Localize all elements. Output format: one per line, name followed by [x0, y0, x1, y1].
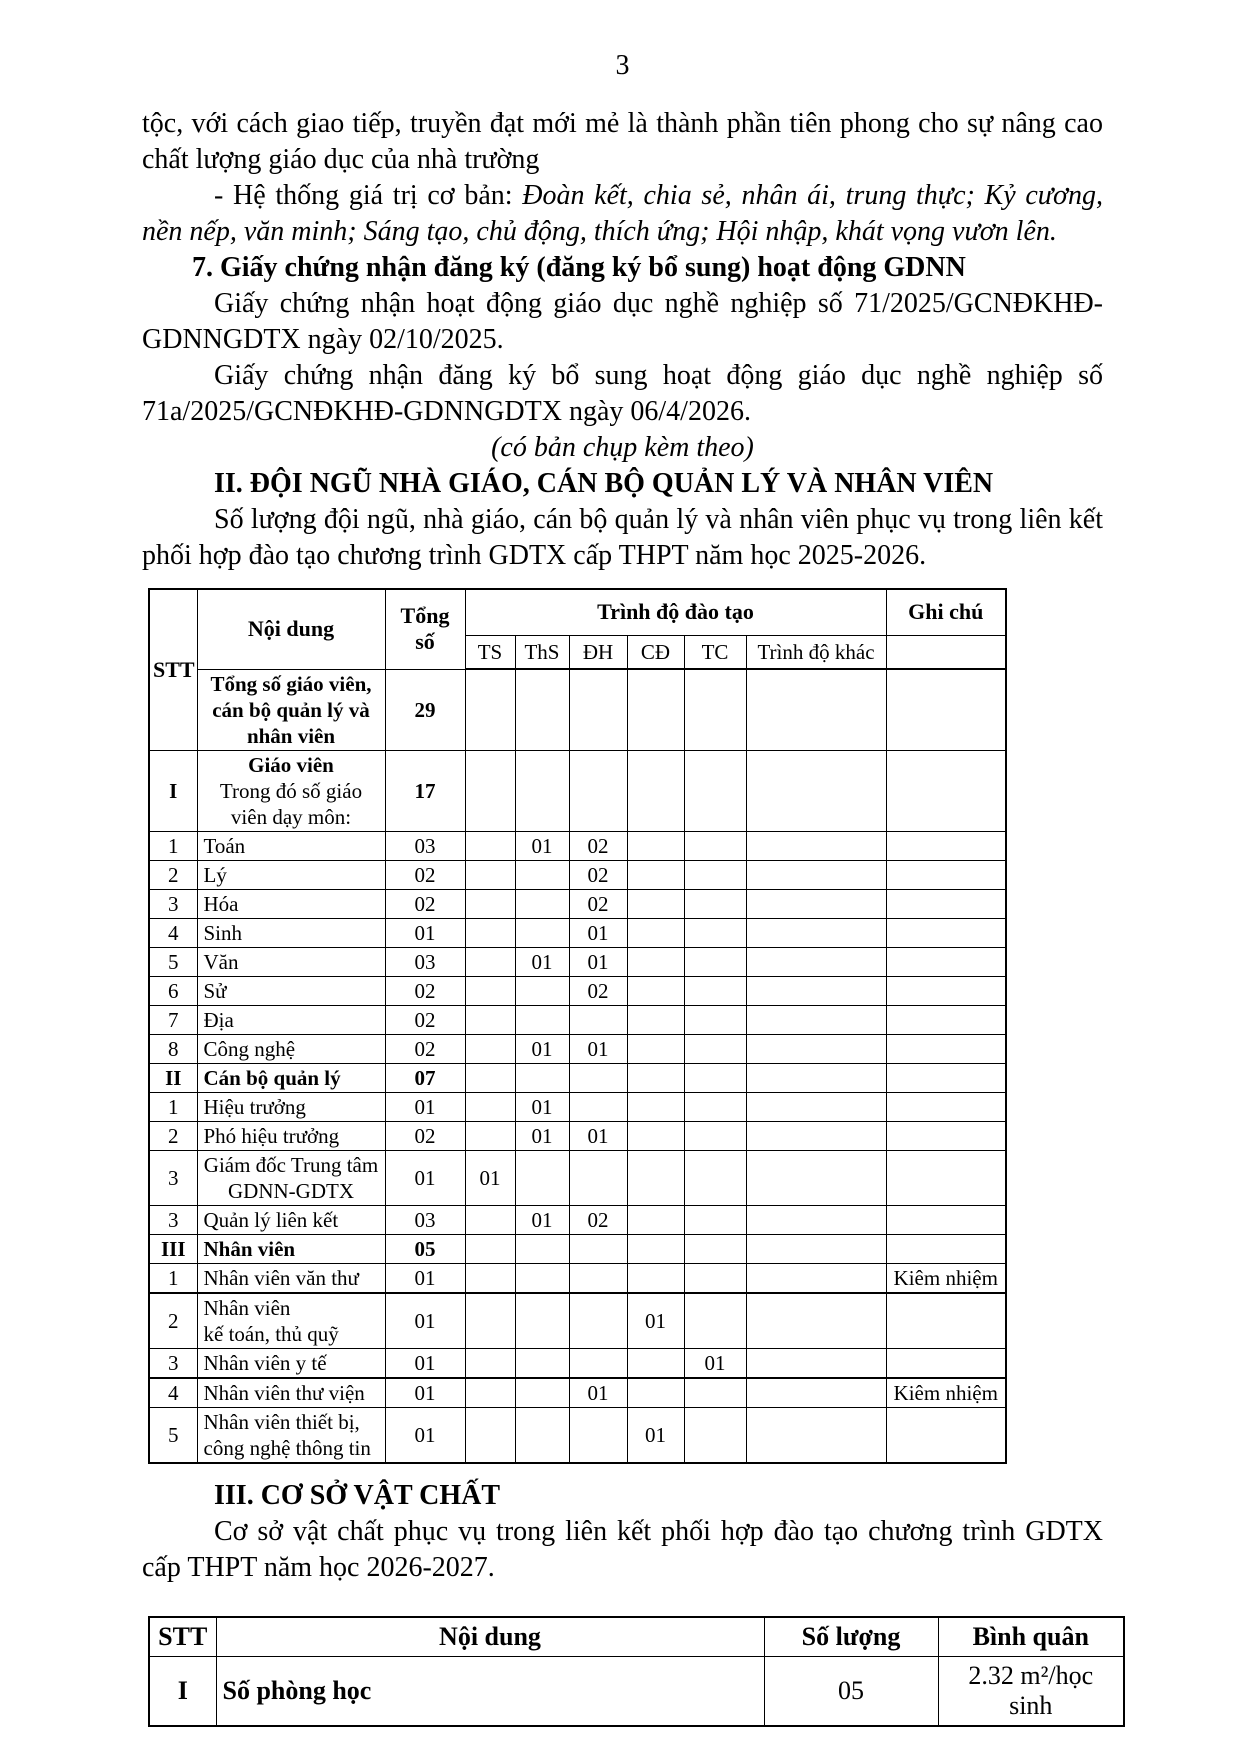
cell-cd: [627, 750, 684, 831]
cell-khac: [746, 1034, 886, 1063]
staff-table-row: [149, 1348, 1006, 1378]
staff-table-row: [149, 918, 1006, 947]
cell-total: 01: [385, 1150, 465, 1205]
cell-ths: [515, 860, 569, 889]
staff-summary-row: [149, 669, 1006, 750]
cell-ths: 01: [515, 947, 569, 976]
cell-total: 02: [385, 1034, 465, 1063]
cell-ths: 01: [515, 1034, 569, 1063]
cell-ts: [465, 918, 515, 947]
cell-dh: 01: [569, 1121, 627, 1150]
cell-note: [886, 831, 1006, 860]
cell-stt: 3: [149, 889, 197, 918]
cell-khac: [746, 947, 886, 976]
cell-content-line2: Trong đó số giáo viên dạy môn:: [219, 778, 363, 829]
cell-ts: [465, 1034, 515, 1063]
cell-tc: [684, 750, 746, 831]
facilities-row: [149, 1656, 1124, 1726]
cell-stt: 2: [149, 1121, 197, 1150]
cell-total: 29: [385, 669, 465, 750]
cell-note: [886, 1150, 1006, 1205]
header-dh: ĐH: [569, 635, 627, 669]
cell-content: Văn: [197, 947, 385, 976]
cell-ts: [465, 1063, 515, 1092]
cell-content: Sinh: [197, 918, 385, 947]
cell-total: 17: [385, 750, 465, 831]
cell-note: [886, 1205, 1006, 1234]
cell-stt: 1: [149, 831, 197, 860]
header-ths: ThS: [515, 635, 569, 669]
cell-stt: 2: [149, 860, 197, 889]
staff-table-row: [149, 1121, 1006, 1150]
cell-tc: [684, 1092, 746, 1121]
cell-dh: 01: [569, 918, 627, 947]
cell-ts: [465, 750, 515, 831]
cell-content: Nhân viên văn thư: [197, 1263, 385, 1293]
cell-stt: 2: [149, 1293, 197, 1349]
cell-ts: [465, 1092, 515, 1121]
cell-total: 07: [385, 1063, 465, 1092]
cell-ths: 01: [515, 831, 569, 860]
header-tc: TC: [684, 635, 746, 669]
staff-table: [148, 588, 1007, 1464]
cell-ts: [465, 947, 515, 976]
header-noi-dung: Nội dung: [197, 589, 385, 669]
cell-ths: [515, 1348, 569, 1378]
staff-table-row: [149, 750, 1006, 831]
cell-content: Hóa: [197, 889, 385, 918]
cell-content: Công nghệ: [197, 1034, 385, 1063]
cell-khac: [746, 918, 886, 947]
cell-ts: [465, 1407, 515, 1463]
staff-table-row: [149, 1063, 1006, 1092]
cell-note: [886, 918, 1006, 947]
staff-table-row: [149, 1263, 1006, 1293]
cell-tc: [684, 1121, 746, 1150]
cell-cd: [627, 889, 684, 918]
cell-stt: 5: [149, 947, 197, 976]
cell-cd: [627, 1205, 684, 1234]
cell-total: 02: [385, 1121, 465, 1150]
section-III-heading: III. CƠ SỞ VẬT CHẤT: [214, 1479, 501, 1511]
cell-khac: [746, 1263, 886, 1293]
cell-ths: 01: [515, 1205, 569, 1234]
cell-tc: [684, 831, 746, 860]
cell-stt: 3: [149, 1348, 197, 1378]
cell-content: Hiệu trưởng: [197, 1092, 385, 1121]
cell-ts: [465, 1234, 515, 1263]
cell-ths: 01: [515, 1092, 569, 1121]
cell-cd: [627, 831, 684, 860]
cell-content-line2: kế toán, thủ quỹ: [203, 1321, 339, 1346]
cell-khac: [746, 1293, 886, 1349]
cell-tc: [684, 1205, 746, 1234]
cell-cd: [627, 1263, 684, 1293]
cell-note: [886, 860, 1006, 889]
facilities-intro-paragraph: Cơ sở vật chất phục vụ trong liên kết phối hợp đào tạo chương trình GDTX cấp THPT năm học 2026-2027.: [142, 1515, 1103, 1583]
cell-tc: [684, 1005, 746, 1034]
certificate-paragraph-1: Giấy chứng nhận hoạt động giáo dục nghề nghiệp số 71/2025/GCNĐKHĐ-GDNNGDTX ngày 02/10/2025.: [142, 288, 1103, 355]
cell-tc: [684, 1034, 746, 1063]
cell-content: Giám đốc Trung tâm GDNN-GDTX: [197, 1150, 385, 1205]
cell-note: [886, 750, 1006, 831]
cell-cd: [627, 947, 684, 976]
cell-stt: III: [149, 1234, 197, 1263]
staff-table-row: [149, 1005, 1006, 1034]
cell-tc: [684, 976, 746, 1005]
staff-table-row: [149, 947, 1006, 976]
cell-ts: [465, 1348, 515, 1378]
cell-content-line1: Giáo viên: [248, 752, 334, 777]
page-number: 3: [615, 50, 630, 81]
cell-total: 02: [385, 1005, 465, 1034]
header-ts: TS: [465, 635, 515, 669]
cell-dh: [569, 1005, 627, 1034]
header-cd: CĐ: [627, 635, 684, 669]
cell-khac: [746, 1407, 886, 1463]
cell-total: 01: [385, 1092, 465, 1121]
cell-ts: [465, 1293, 515, 1349]
cell-content: [197, 1293, 385, 1349]
cell-ts: [465, 831, 515, 860]
attachment-note: (có bản chụp kèm theo): [491, 432, 754, 463]
header-ghi-chu-spacer: [886, 635, 1006, 669]
cell-dh: [569, 1092, 627, 1121]
cell-quantity: 05: [764, 1656, 938, 1726]
cell-stt: 1: [149, 1263, 197, 1293]
cell-ts: [465, 976, 515, 1005]
cell-cd: [627, 1034, 684, 1063]
cell-dh: [569, 669, 627, 750]
header-so-luong: Số lượng: [764, 1617, 938, 1657]
cell-dh: 01: [569, 1378, 627, 1408]
cell-ts: [465, 1121, 515, 1150]
cell-cd: [627, 1063, 684, 1092]
cell-note: [886, 1121, 1006, 1150]
core-values-paragraph: [142, 178, 1103, 250]
cell-stt: II: [149, 1063, 197, 1092]
cell-content-line1: Nhân viên: [203, 1295, 291, 1320]
cell-ts: [465, 669, 515, 750]
cell-dh: [569, 1063, 627, 1092]
cell-stt: I: [149, 1656, 216, 1726]
staff-intro-paragraph: Số lượng đội ngũ, nhà giáo, cán bộ quản lý và nhân viên phục vụ trong liên kết phối hợp đào tạo chương trình GDTX cấp THPT năm học 2025-2026.: [142, 504, 1103, 571]
cell-total: 02: [385, 860, 465, 889]
cell-total: 03: [385, 1205, 465, 1234]
cell-ths: [515, 1407, 569, 1463]
cell-ths: [515, 1063, 569, 1092]
cell-khac: [746, 1121, 886, 1150]
cell-content: [197, 1407, 385, 1463]
cell-total: 02: [385, 889, 465, 918]
staff-table-row: [149, 1293, 1006, 1349]
cell-content: Nhân viên y tế: [197, 1348, 385, 1378]
cell-cd: [627, 1005, 684, 1034]
cell-tc: [684, 918, 746, 947]
cell-dh: 02: [569, 889, 627, 918]
header-ghi-chu: Ghi chú: [886, 589, 1006, 635]
cell-cd: [627, 976, 684, 1005]
cell-content-line1: Nhân viên thiết bị,: [203, 1409, 360, 1434]
facilities-header-row: [149, 1617, 1124, 1657]
cell-tc: 01: [684, 1348, 746, 1378]
cell-note: [886, 947, 1006, 976]
cell-cd: [627, 1234, 684, 1263]
facilities-table: [148, 1616, 1125, 1727]
core-values-italic-text: Đoàn kết, chia sẻ, nhân ái, trung thực; Kỷ cương, nền nếp, văn minh; Sáng tạo, chủ động, thích ứng; Hội nhập, khát vọng vươn lên.: [142, 180, 1103, 247]
cell-note: [886, 1348, 1006, 1378]
cell-total: 02: [385, 976, 465, 1005]
header-stt: STT: [149, 589, 197, 750]
cell-note: [886, 669, 1006, 750]
cell-ths: [515, 889, 569, 918]
cell-tc: [684, 947, 746, 976]
cell-khac: [746, 669, 886, 750]
cell-total: 01: [385, 1263, 465, 1293]
header-tong-so: Tổng số: [385, 589, 465, 669]
cell-ths: [515, 669, 569, 750]
cell-content: Số phòng học: [216, 1656, 764, 1726]
cell-content: Toán: [197, 831, 385, 860]
cell-cd: [627, 918, 684, 947]
cell-khac: [746, 889, 886, 918]
cell-dh: 02: [569, 976, 627, 1005]
cell-dh: [569, 1407, 627, 1463]
cell-stt: I: [149, 750, 197, 831]
cell-dh: 02: [569, 860, 627, 889]
staff-table-row: [149, 1205, 1006, 1234]
cell-ts: [465, 889, 515, 918]
cell-total: 05: [385, 1234, 465, 1263]
cell-stt: 5: [149, 1407, 197, 1463]
header-trinh-do-khac: Trình độ khác: [746, 635, 886, 669]
staff-table-row: [149, 1034, 1006, 1063]
staff-table-body: [149, 589, 1006, 1463]
cell-content: Tổng số giáo viên, cán bộ quản lý và nhân viên: [197, 669, 385, 750]
cell-dh: 01: [569, 947, 627, 976]
certificate-paragraph-2: Giấy chứng nhận đăng ký bổ sung hoạt động giáo dục nghề nghiệp số 71a/2025/GCNĐKHĐ-GDNNGDTX ngày 06/4/2026.: [142, 360, 1103, 427]
staff-table-row: [149, 889, 1006, 918]
cell-dh: 01: [569, 1034, 627, 1063]
cell-khac: [746, 831, 886, 860]
cell-stt: 8: [149, 1034, 197, 1063]
cell-tc: [684, 669, 746, 750]
cell-note: Kiêm nhiệm: [886, 1378, 1006, 1408]
section-7-heading: 7. Giấy chứng nhận đăng ký (đăng ký bổ sung) hoạt động GDNN: [192, 252, 966, 283]
cell-khac: [746, 1234, 886, 1263]
cell-tc: [684, 1150, 746, 1205]
cell-ts: [465, 1378, 515, 1408]
cell-content: Địa: [197, 1005, 385, 1034]
cell-content: Sử: [197, 976, 385, 1005]
cell-cd: 01: [627, 1407, 684, 1463]
cell-stt: 1: [149, 1092, 197, 1121]
cell-ts: [465, 860, 515, 889]
cell-khac: [746, 1378, 886, 1408]
staff-table-row: [149, 1234, 1006, 1263]
cell-ths: [515, 976, 569, 1005]
header-noi-dung: Nội dung: [216, 1617, 764, 1657]
cell-note: [886, 976, 1006, 1005]
cell-cd: [627, 669, 684, 750]
cell-ts: 01: [465, 1150, 515, 1205]
cell-ths: [515, 1005, 569, 1034]
cell-content: Lý: [197, 860, 385, 889]
cell-average: 2.32 m²/học sinh: [938, 1656, 1124, 1726]
cell-dh: [569, 1263, 627, 1293]
cell-tc: [684, 1293, 746, 1349]
cell-ths: [515, 1263, 569, 1293]
cell-total: 01: [385, 1378, 465, 1408]
cell-khac: [746, 1063, 886, 1092]
cell-total: 01: [385, 1293, 465, 1349]
cell-khac: [746, 1150, 886, 1205]
cell-cd: [627, 1092, 684, 1121]
cell-stt: 6: [149, 976, 197, 1005]
cell-ths: [515, 1378, 569, 1408]
cell-khac: [746, 1092, 886, 1121]
cell-dh: [569, 1348, 627, 1378]
cell-note: [886, 1063, 1006, 1092]
staff-table-row: [149, 1378, 1006, 1408]
cell-note: [886, 1092, 1006, 1121]
core-values-label: - Hệ thống giá trị cơ bản:: [214, 180, 523, 211]
cell-ts: [465, 1005, 515, 1034]
cell-note: [886, 1407, 1006, 1463]
cell-stt: 4: [149, 918, 197, 947]
cell-total: 01: [385, 918, 465, 947]
cell-note: [886, 1034, 1006, 1063]
staff-table-row: [149, 1407, 1006, 1463]
cell-tc: [684, 1234, 746, 1263]
cell-cd: [627, 1121, 684, 1150]
cell-khac: [746, 1005, 886, 1034]
cell-content: Cán bộ quản lý: [197, 1063, 385, 1092]
cell-total: 03: [385, 831, 465, 860]
cell-stt: 3: [149, 1150, 197, 1205]
cell-note: [886, 889, 1006, 918]
cell-stt: 4: [149, 1378, 197, 1408]
cell-stt: 7: [149, 1005, 197, 1034]
cell-khac: [746, 860, 886, 889]
section-II-heading: II. ĐỘI NGŨ NHÀ GIÁO, CÁN BỘ QUẢN LÝ VÀ NHÂN VIÊN: [214, 468, 994, 499]
cell-khac: [746, 1205, 886, 1234]
cell-dh: 02: [569, 1205, 627, 1234]
cell-tc: [684, 1263, 746, 1293]
staff-table-row: [149, 1092, 1006, 1121]
cell-cd: [627, 1378, 684, 1408]
cell-khac: [746, 976, 886, 1005]
cell-stt: 3: [149, 1205, 197, 1234]
cell-khac: [746, 1348, 886, 1378]
header-binh-quan: Bình quân: [938, 1617, 1124, 1657]
cell-dh: [569, 750, 627, 831]
cell-tc: [684, 860, 746, 889]
cell-dh: [569, 1234, 627, 1263]
intro-paragraph: tộc, với cách giao tiếp, truyền đạt mới mẻ là thành phần tiên phong cho sự nâng cao chất lượng giáo dục của nhà trường: [142, 108, 1103, 175]
cell-content-line2: công nghệ thông tin: [203, 1435, 371, 1460]
staff-table-row: [149, 976, 1006, 1005]
cell-tc: [684, 1407, 746, 1463]
cell-total: 01: [385, 1348, 465, 1378]
staff-header-row-1: [149, 589, 1006, 635]
staff-table-row: [149, 860, 1006, 889]
cell-dh: [569, 1293, 627, 1349]
cell-note: [886, 1293, 1006, 1349]
cell-content: Quản lý liên kết: [197, 1205, 385, 1234]
header-trinh-do-dao-tao: Trình độ đào tạo: [465, 589, 886, 635]
cell-tc: [684, 889, 746, 918]
cell-content: Nhân viên: [197, 1234, 385, 1263]
cell-content: [197, 750, 385, 831]
cell-ths: [515, 1150, 569, 1205]
cell-ts: [465, 1263, 515, 1293]
cell-ths: [515, 1234, 569, 1263]
cell-note: Kiêm nhiệm: [886, 1263, 1006, 1293]
cell-dh: [569, 1150, 627, 1205]
staff-table-row: [149, 1150, 1006, 1205]
cell-dh: 02: [569, 831, 627, 860]
cell-cd: [627, 1150, 684, 1205]
cell-total: 03: [385, 947, 465, 976]
cell-ths: [515, 1293, 569, 1349]
cell-cd: [627, 860, 684, 889]
cell-content: Phó hiệu trưởng: [197, 1121, 385, 1150]
cell-content: Nhân viên thư viện: [197, 1378, 385, 1408]
cell-ths: [515, 750, 569, 831]
staff-table-row: [149, 831, 1006, 860]
cell-cd: [627, 1348, 684, 1378]
cell-tc: [684, 1378, 746, 1408]
cell-note: [886, 1234, 1006, 1263]
cell-khac: [746, 750, 886, 831]
cell-total: 01: [385, 1407, 465, 1463]
facilities-table-body: [149, 1617, 1124, 1726]
cell-ts: [465, 1205, 515, 1234]
cell-cd: 01: [627, 1293, 684, 1349]
header-stt: STT: [149, 1617, 216, 1657]
cell-note: [886, 1005, 1006, 1034]
cell-ths: [515, 918, 569, 947]
cell-ths: 01: [515, 1121, 569, 1150]
cell-tc: [684, 1063, 746, 1092]
